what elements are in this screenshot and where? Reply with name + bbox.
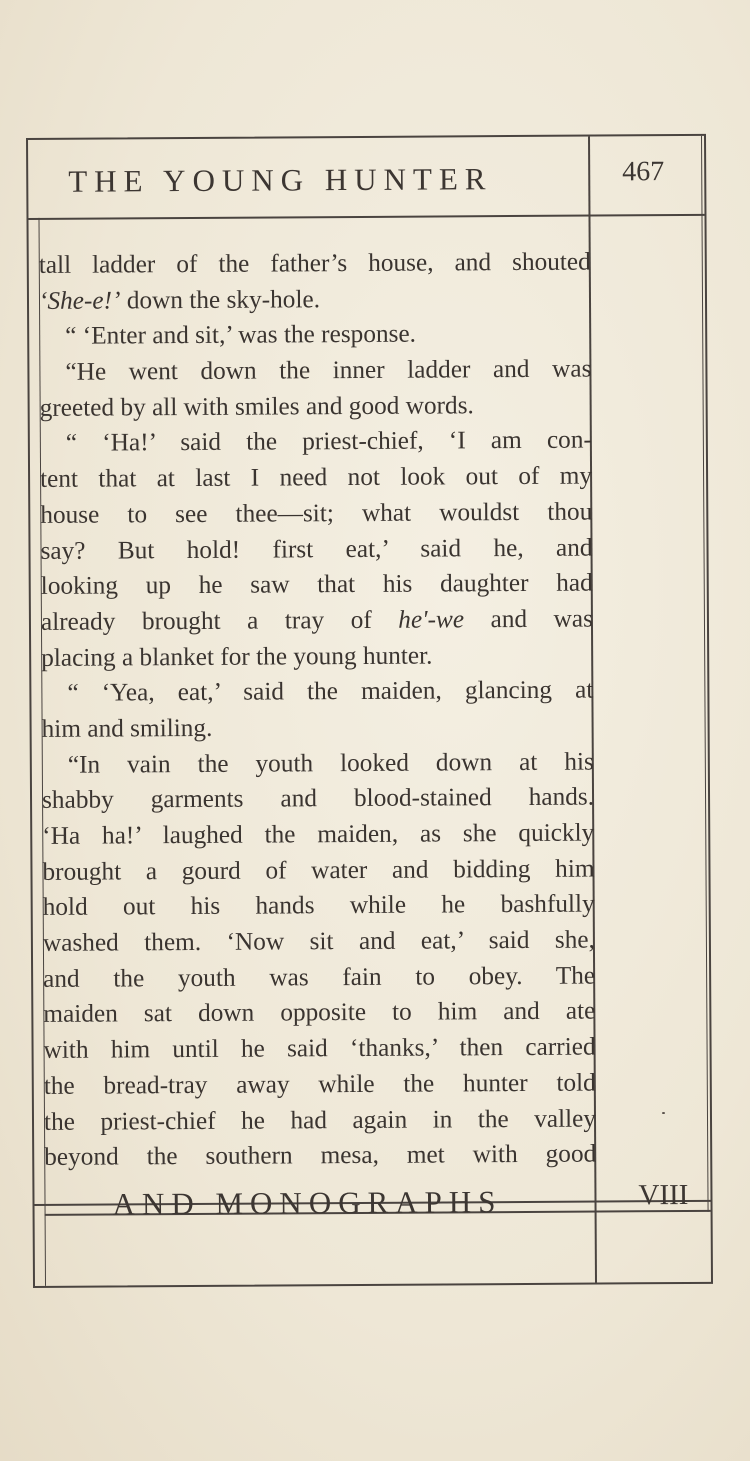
text-line — [43, 994, 595, 1033]
text-line — [41, 637, 593, 676]
text-run: looking up he saw that his daughter had — [40, 568, 593, 601]
text-run: greeted by all with smiles and good words. — [39, 391, 474, 422]
page-frame — [26, 134, 713, 1288]
text-run: and was — [463, 604, 594, 634]
text-line — [42, 744, 594, 783]
text-run: hold out his hands while he bashfully — [42, 889, 595, 922]
text-line — [39, 316, 591, 355]
body-text — [39, 245, 597, 1176]
text-line — [43, 1030, 595, 1069]
header-rule — [28, 214, 704, 220]
text-run: placing a blanket for the young hunter. — [41, 641, 433, 672]
text-line — [44, 1137, 596, 1176]
text-line — [39, 352, 591, 391]
italic-text: ‘She-e!’ — [38, 286, 121, 315]
text-line — [39, 245, 591, 284]
text-line — [42, 708, 594, 747]
text-line — [44, 1065, 596, 1104]
text-line — [42, 816, 594, 855]
text-line — [40, 387, 592, 426]
running-foot-title: AND MONOGRAPHS — [112, 1184, 503, 1222]
text-run: “In vain the youth looked down at his — [67, 747, 594, 779]
page-number: 467 — [622, 156, 665, 188]
running-head-title: THE YOUNG HUNTER — [68, 161, 493, 199]
text-run: and the youth was fain to obey. The — [43, 961, 596, 993]
text-run: house to see thee—sit; what wouldst thou — [40, 497, 593, 529]
text-run: “He went down the inner ladder and was — [65, 354, 592, 386]
text-line — [43, 923, 595, 962]
text-line — [42, 780, 594, 819]
text-run: say? But hold! first eat,’ said he, and — [40, 533, 593, 565]
text-line — [41, 566, 593, 605]
text-run: with him until he said ‘thanks,’ then carried — [43, 1032, 596, 1065]
text-run: tent that at last I need not look out of my — [39, 461, 593, 494]
text-run: the priest-chief he had again in the valley — [43, 1104, 597, 1136]
text-line — [43, 887, 595, 926]
text-line — [41, 601, 593, 640]
text-line — [40, 494, 592, 533]
text-run: tall ladder of the father’s house, and shouted — [38, 247, 591, 279]
text-run: “ ‘Ha!’ said the priest-chief, ‘I am con- — [65, 425, 592, 458]
text-run: ‘Ha ha!’ laughed the maiden, as she quickly — [42, 818, 595, 850]
text-run: shabby garments and blood-stained hands. — [41, 782, 595, 815]
text-run: beyond the southern mesa, met with good — [44, 1139, 597, 1172]
paper-speck — [662, 1112, 665, 1114]
text-line — [40, 423, 592, 462]
text-run: already brought a tray of — [40, 605, 399, 636]
text-run: him and smiling. — [41, 713, 213, 743]
text-run: down the sky-hole. — [120, 284, 321, 315]
text-line — [43, 958, 595, 997]
text-line — [40, 530, 592, 569]
italic-text: he'-we — [398, 605, 465, 634]
text-line — [42, 851, 594, 890]
text-run: maiden sat down opposite to him and ate — [43, 996, 596, 1029]
text-run: washed them. ‘Now sit and eat,’ said she, — [42, 925, 595, 957]
volume-number: VIII — [638, 1178, 689, 1212]
text-run: the bread-tray away while the hunter told — [43, 1068, 596, 1100]
text-run: “ ‘Enter and sit,’ was the response. — [65, 319, 417, 351]
text-line — [44, 1101, 596, 1140]
text-run: “ ‘Yea, eat,’ said the maiden, glancing at — [67, 675, 594, 708]
text-line — [40, 459, 592, 498]
text-run: brought a gourd of water and bidding him — [42, 854, 595, 886]
text-line — [41, 673, 593, 712]
text-line — [39, 280, 591, 319]
